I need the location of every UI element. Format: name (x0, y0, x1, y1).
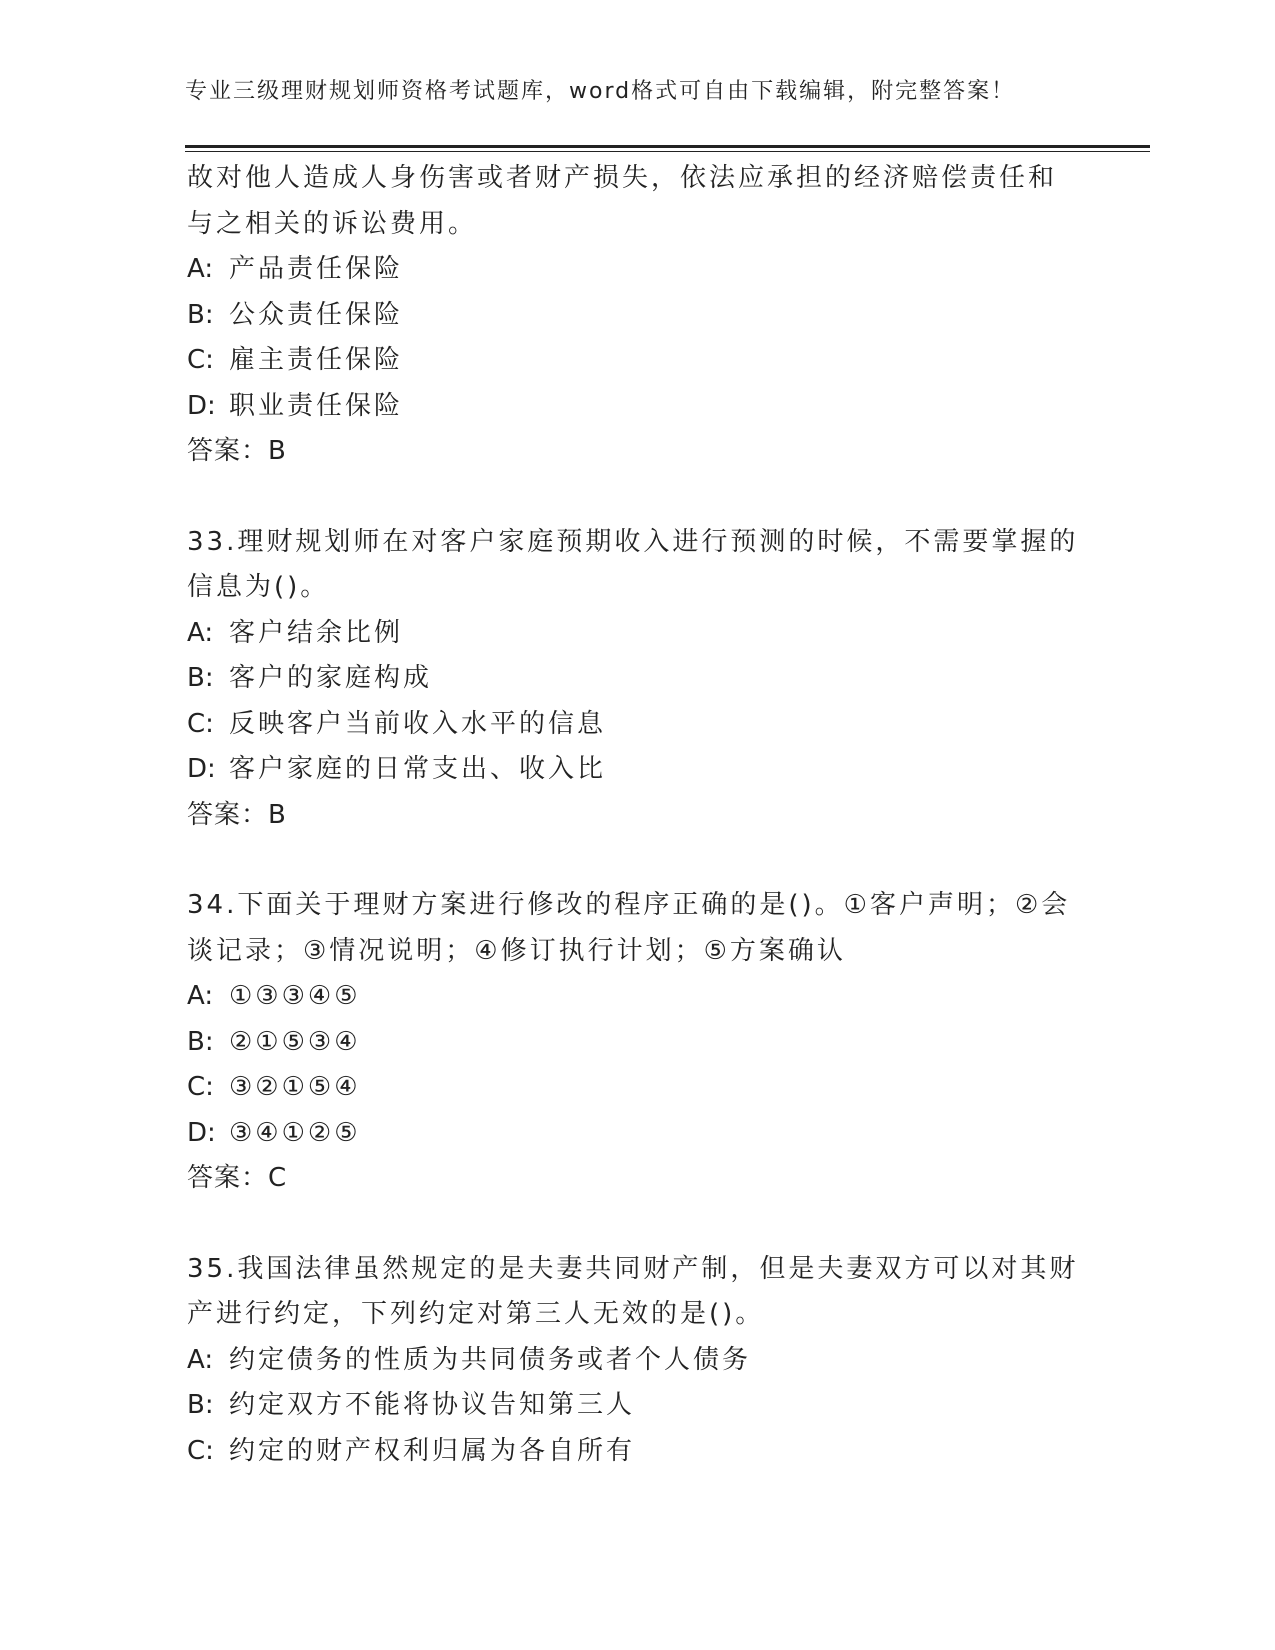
answer-line: 答案：B (187, 799, 287, 830)
option-text: 职业责任保险 (229, 390, 404, 421)
option-b (187, 1383, 1087, 1429)
spacer (187, 838, 1087, 883)
option-label: B: (187, 299, 214, 330)
option-text: 约定双方不能将协议告知第三人 (229, 1390, 636, 1420)
question-text-line: 35.我国法律虽然规定的是夫妻共同财产制，但是夫妻双方可以对其财 (187, 1253, 1079, 1284)
option-a (187, 1338, 1087, 1384)
option-label: A: (187, 617, 214, 648)
option-text: 客户的家庭构成 (229, 663, 433, 693)
option-label: B: (187, 1390, 214, 1420)
option-label: A: (187, 981, 214, 1011)
option-text: 约定债务的性质为共同债务或者个人债务 (229, 1344, 752, 1375)
option-text: 反映客户当前收入水平的信息 (229, 708, 607, 739)
option-label: D: (187, 390, 216, 421)
question-text-line: 产进行约定，下列约定对第三人无效的是()。 (187, 1299, 765, 1329)
option-a (187, 974, 1087, 1020)
option-text: ③②①⑤④ (229, 1072, 361, 1102)
option-text: 公众责任保险 (229, 299, 404, 330)
option-a (187, 247, 1087, 293)
spacer (187, 475, 1087, 520)
question-content (187, 156, 1087, 1474)
option-label: A: (187, 1344, 214, 1375)
option-c (187, 1429, 1087, 1475)
header-rule-thick (185, 145, 1150, 148)
question-text-line: 33.理财规划师在对客户家庭预期收入进行预测的时候，不需要掌握的 (187, 526, 1079, 557)
answer-line: 答案：B (187, 436, 287, 466)
question-text-line: 34.下面关于理财方案进行修改的程序正确的是()。①客户声明；②会 (187, 890, 1071, 920)
option-c (187, 1065, 1087, 1111)
question-continuation (187, 156, 1087, 475)
option-label: C: (187, 1435, 214, 1466)
question-text-line: 信息为()。 (187, 572, 330, 602)
question-text-line: 故对他人造成人身伤害或者财产损失，依法应承担的经济赔偿责任和 (187, 163, 1058, 193)
option-text: ①③③④⑤ (229, 981, 361, 1011)
page-header: 专业三级理财规划师资格考试题库，word格式可自由下载编辑，附完整答案！ (185, 79, 1016, 104)
header-rule-thin (185, 151, 1150, 152)
option-b (187, 656, 1087, 702)
question-text-line: 与之相关的诉讼费用。 (187, 208, 478, 239)
option-d (187, 1111, 1087, 1157)
spacer (187, 1202, 1087, 1247)
option-a (187, 611, 1087, 657)
option-text: 客户家庭的日常支出、收入比 (229, 754, 607, 784)
option-b (187, 1020, 1087, 1066)
option-text: ②①⑤③④ (229, 1026, 361, 1057)
option-label: C: (187, 708, 214, 739)
question-text-line: 谈记录；③情况说明；④修订执行计划；⑤方案确认 (187, 935, 846, 966)
option-label: B: (187, 1026, 214, 1057)
answer-line: 答案：C (187, 1163, 288, 1193)
option-d (187, 747, 1087, 793)
option-c (187, 702, 1087, 748)
option-c (187, 338, 1087, 384)
option-text: 客户结余比例 (229, 617, 404, 648)
option-label: A: (187, 254, 214, 284)
option-label: D: (187, 754, 216, 784)
option-label: C: (187, 345, 214, 375)
option-text: 约定的财产权利归属为各自所有 (229, 1435, 636, 1466)
option-d (187, 384, 1087, 430)
question-35 (187, 1247, 1087, 1475)
option-text: 雇主责任保险 (229, 345, 404, 375)
option-text: 产品责任保险 (229, 254, 404, 284)
question-33 (187, 520, 1087, 839)
option-text: ③④①②⑤ (229, 1117, 361, 1148)
option-label: C: (187, 1072, 214, 1102)
option-b (187, 293, 1087, 339)
question-34 (187, 883, 1087, 1202)
option-label: B: (187, 663, 214, 693)
option-label: D: (187, 1117, 216, 1148)
